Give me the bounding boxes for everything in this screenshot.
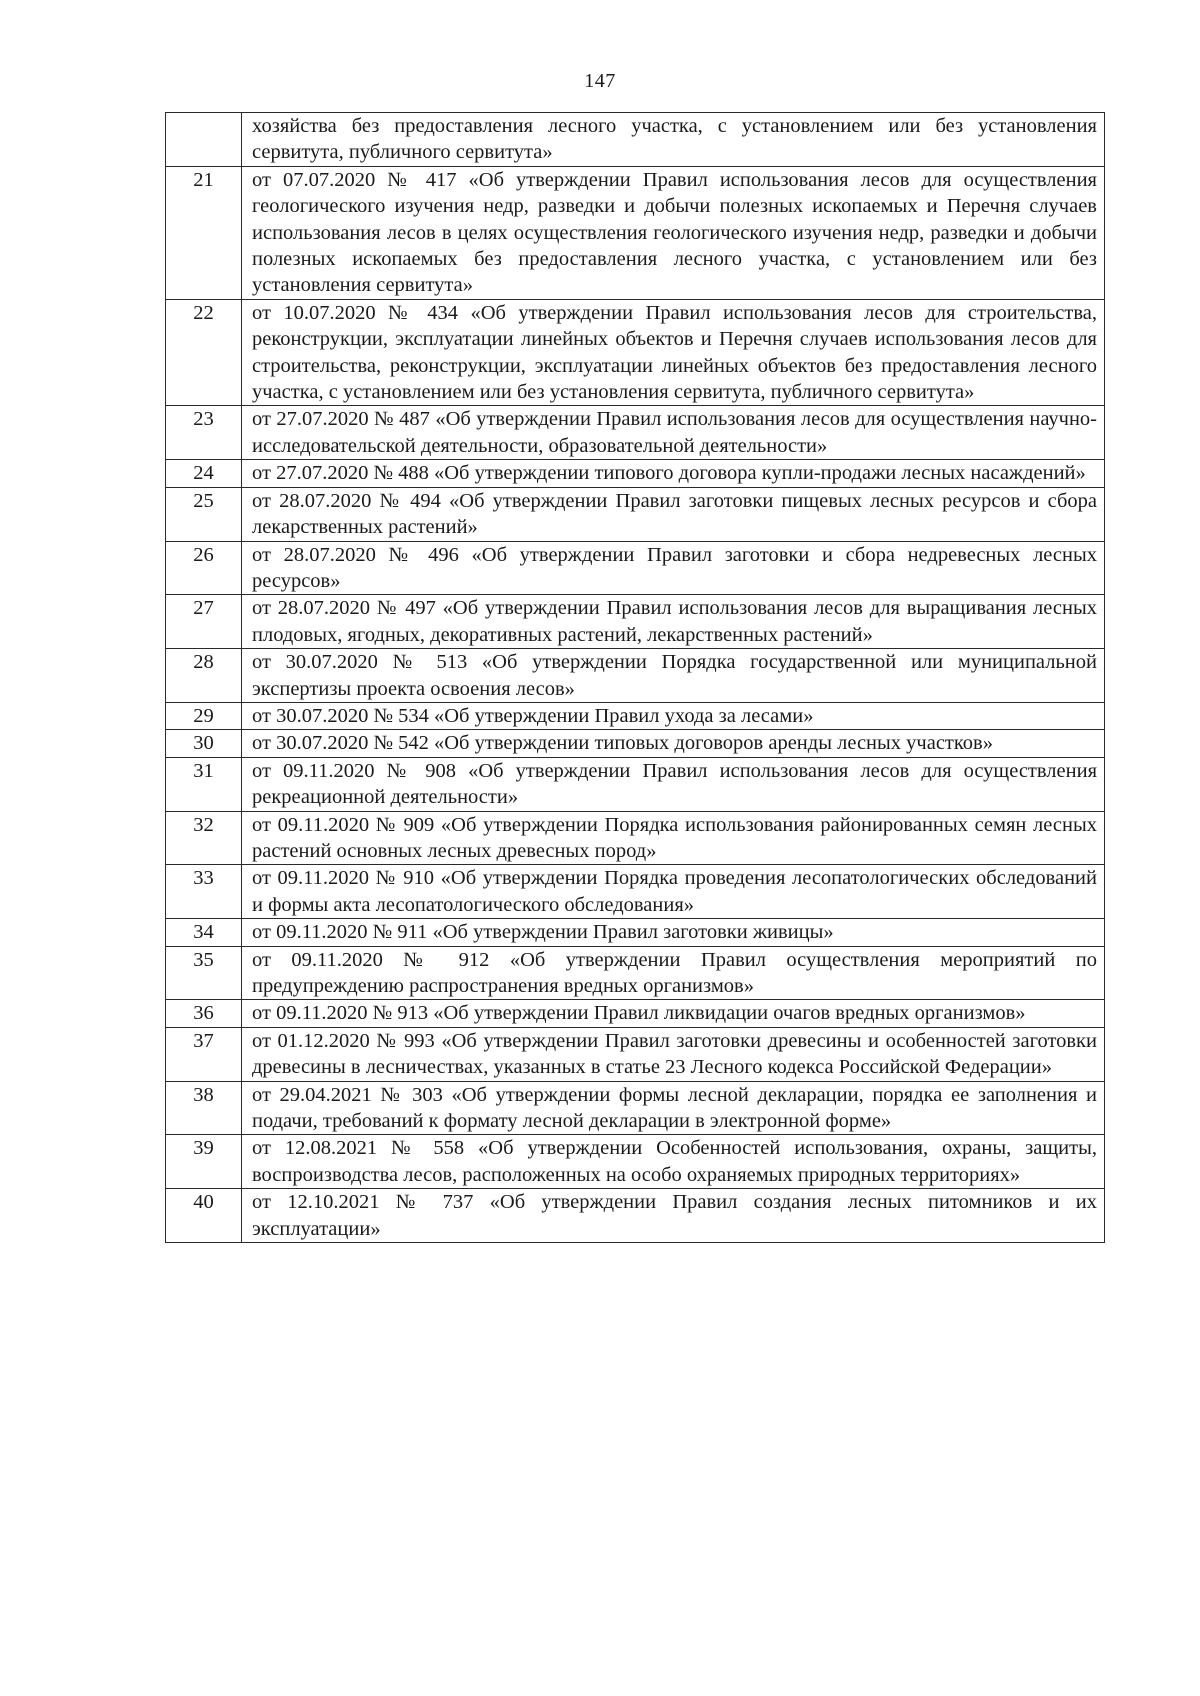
table-row — [166, 946, 1105, 1000]
table-row — [166, 460, 1105, 487]
row-number: 38 — [166, 1081, 242, 1135]
row-number: 39 — [166, 1135, 242, 1189]
row-number: 22 — [166, 299, 242, 406]
row-number: 21 — [166, 166, 242, 299]
table-row — [166, 1000, 1105, 1027]
row-text: от 07.07.2020 № 417 «Об утверждении Правил использования лесов для осуществления геологического изучения недр, разведки и добычи полезных ископаемых и Перечня случаев использования лесов в целях осуществления геологического изучения недр, разведки и добычи полезных ископаемых без предоставления лесного участка, с установлением или без установления сервитута» — [242, 166, 1105, 299]
row-number: 30 — [166, 730, 242, 757]
row-text: хозяйства без предоставления лесного участка, с установлением или без установления сервитута, публичного сервитута» — [242, 113, 1105, 167]
row-text: от 27.07.2020 № 488 «Об утверждении типового договора купли-продажи лесных насаждений» — [242, 460, 1105, 487]
row-number: 37 — [166, 1027, 242, 1081]
table-row — [166, 811, 1105, 865]
row-number: 40 — [166, 1189, 242, 1243]
row-text: от 09.11.2020 № 908 «Об утверждении Правил использования лесов для осуществления рекреационной деятельности» — [242, 757, 1105, 811]
row-text: от 28.07.2020 № 494 «Об утверждении Правил заготовки пищевых лесных ресурсов и сбора лекарственных растений» — [242, 487, 1105, 541]
row-number — [166, 113, 242, 167]
table-row — [166, 730, 1105, 757]
table-row — [166, 1027, 1105, 1081]
table-row — [166, 649, 1105, 703]
row-number: 33 — [166, 865, 242, 919]
table-row — [166, 113, 1105, 167]
table-row — [166, 757, 1105, 811]
table-row — [166, 541, 1105, 595]
row-text: от 12.10.2021 № 737 «Об утверждении Правил создания лесных питомников и их эксплуатации» — [242, 1189, 1105, 1243]
page-number: 147 — [584, 70, 616, 92]
table-row — [166, 1081, 1105, 1135]
table-row — [166, 1189, 1105, 1243]
row-number: 28 — [166, 649, 242, 703]
row-text: от 27.07.2020 № 487 «Об утверждении Правил использования лесов для осуществления научно-исследовательской деятельности, образовательной деятельности» — [242, 406, 1105, 460]
document-table — [165, 112, 1105, 1243]
row-text: от 30.07.2020 № 534 «Об утверждении Правил ухода за лесами» — [242, 702, 1105, 729]
table-row — [166, 1135, 1105, 1189]
row-text: от 29.04.2021 № 303 «Об утверждении формы лесной декларации, порядка ее заполнения и подачи, требований к формату лесной декларации в электронной форме» — [242, 1081, 1105, 1135]
row-text: от 01.12.2020 № 993 «Об утверждении Правил заготовки древесины и особенностей заготовки древесины в лесничествах, указанных в статье 23 Лесного кодекса Российской Федерации» — [242, 1027, 1105, 1081]
row-text: от 10.07.2020 № 434 «Об утверждении Правил использования лесов для строительства, реконструкции, эксплуатации линейных объектов и Перечня случаев использования лесов для строительства, реконструкции, эксплуатации линейных объектов без предоставления лесного участка, с установлением или без установления сервитута, публичного сервитута» — [242, 299, 1105, 406]
table-row — [166, 919, 1105, 946]
row-number: 29 — [166, 702, 242, 729]
row-text: от 30.07.2020 № 542 «Об утверждении типовых договоров аренды лесных участков» — [242, 730, 1105, 757]
row-text: от 28.07.2020 № 497 «Об утверждении Правил использования лесов для выращивания лесных плодовых, ягодных, декоративных растений, лекарственных растений» — [242, 595, 1105, 649]
row-number: 27 — [166, 595, 242, 649]
row-number: 23 — [166, 406, 242, 460]
table-row — [166, 487, 1105, 541]
row-number: 24 — [166, 460, 242, 487]
table-row — [166, 702, 1105, 729]
row-number: 32 — [166, 811, 242, 865]
row-text: от 30.07.2020 № 513 «Об утверждении Порядка государственной или муниципальной экспертизы проекта освоения лесов» — [242, 649, 1105, 703]
row-number: 31 — [166, 757, 242, 811]
row-number: 36 — [166, 1000, 242, 1027]
row-text: от 12.08.2021 № 558 «Об утверждении Особенностей использования, охраны, защиты, воспроизводства лесов, расположенных на особо охраняемых природных территориях» — [242, 1135, 1105, 1189]
row-number: 34 — [166, 919, 242, 946]
table-row — [166, 595, 1105, 649]
row-text: от 09.11.2020 № 911 «Об утверждении Правил заготовки живицы» — [242, 919, 1105, 946]
row-text: от 09.11.2020 № 912 «Об утверждении Правил осуществления мероприятий по предупреждению распространения вредных организмов» — [242, 946, 1105, 1000]
row-text: от 09.11.2020 № 910 «Об утверждении Порядка проведения лесопатологических обследований и формы акта лесопатологического обследования» — [242, 865, 1105, 919]
row-number: 35 — [166, 946, 242, 1000]
table-row — [166, 299, 1105, 406]
table-row — [166, 406, 1105, 460]
row-text: от 09.11.2020 № 909 «Об утверждении Порядка использования районированных семян лесных растений основных лесных древесных пород» — [242, 811, 1105, 865]
row-text: от 28.07.2020 № 496 «Об утверждении Правил заготовки и сбора недревесных лесных ресурсов» — [242, 541, 1105, 595]
row-number: 26 — [166, 541, 242, 595]
table-row — [166, 166, 1105, 299]
row-text: от 09.11.2020 № 913 «Об утверждении Правил ликвидации очагов вредных организмов» — [242, 1000, 1105, 1027]
table-row — [166, 865, 1105, 919]
row-number: 25 — [166, 487, 242, 541]
